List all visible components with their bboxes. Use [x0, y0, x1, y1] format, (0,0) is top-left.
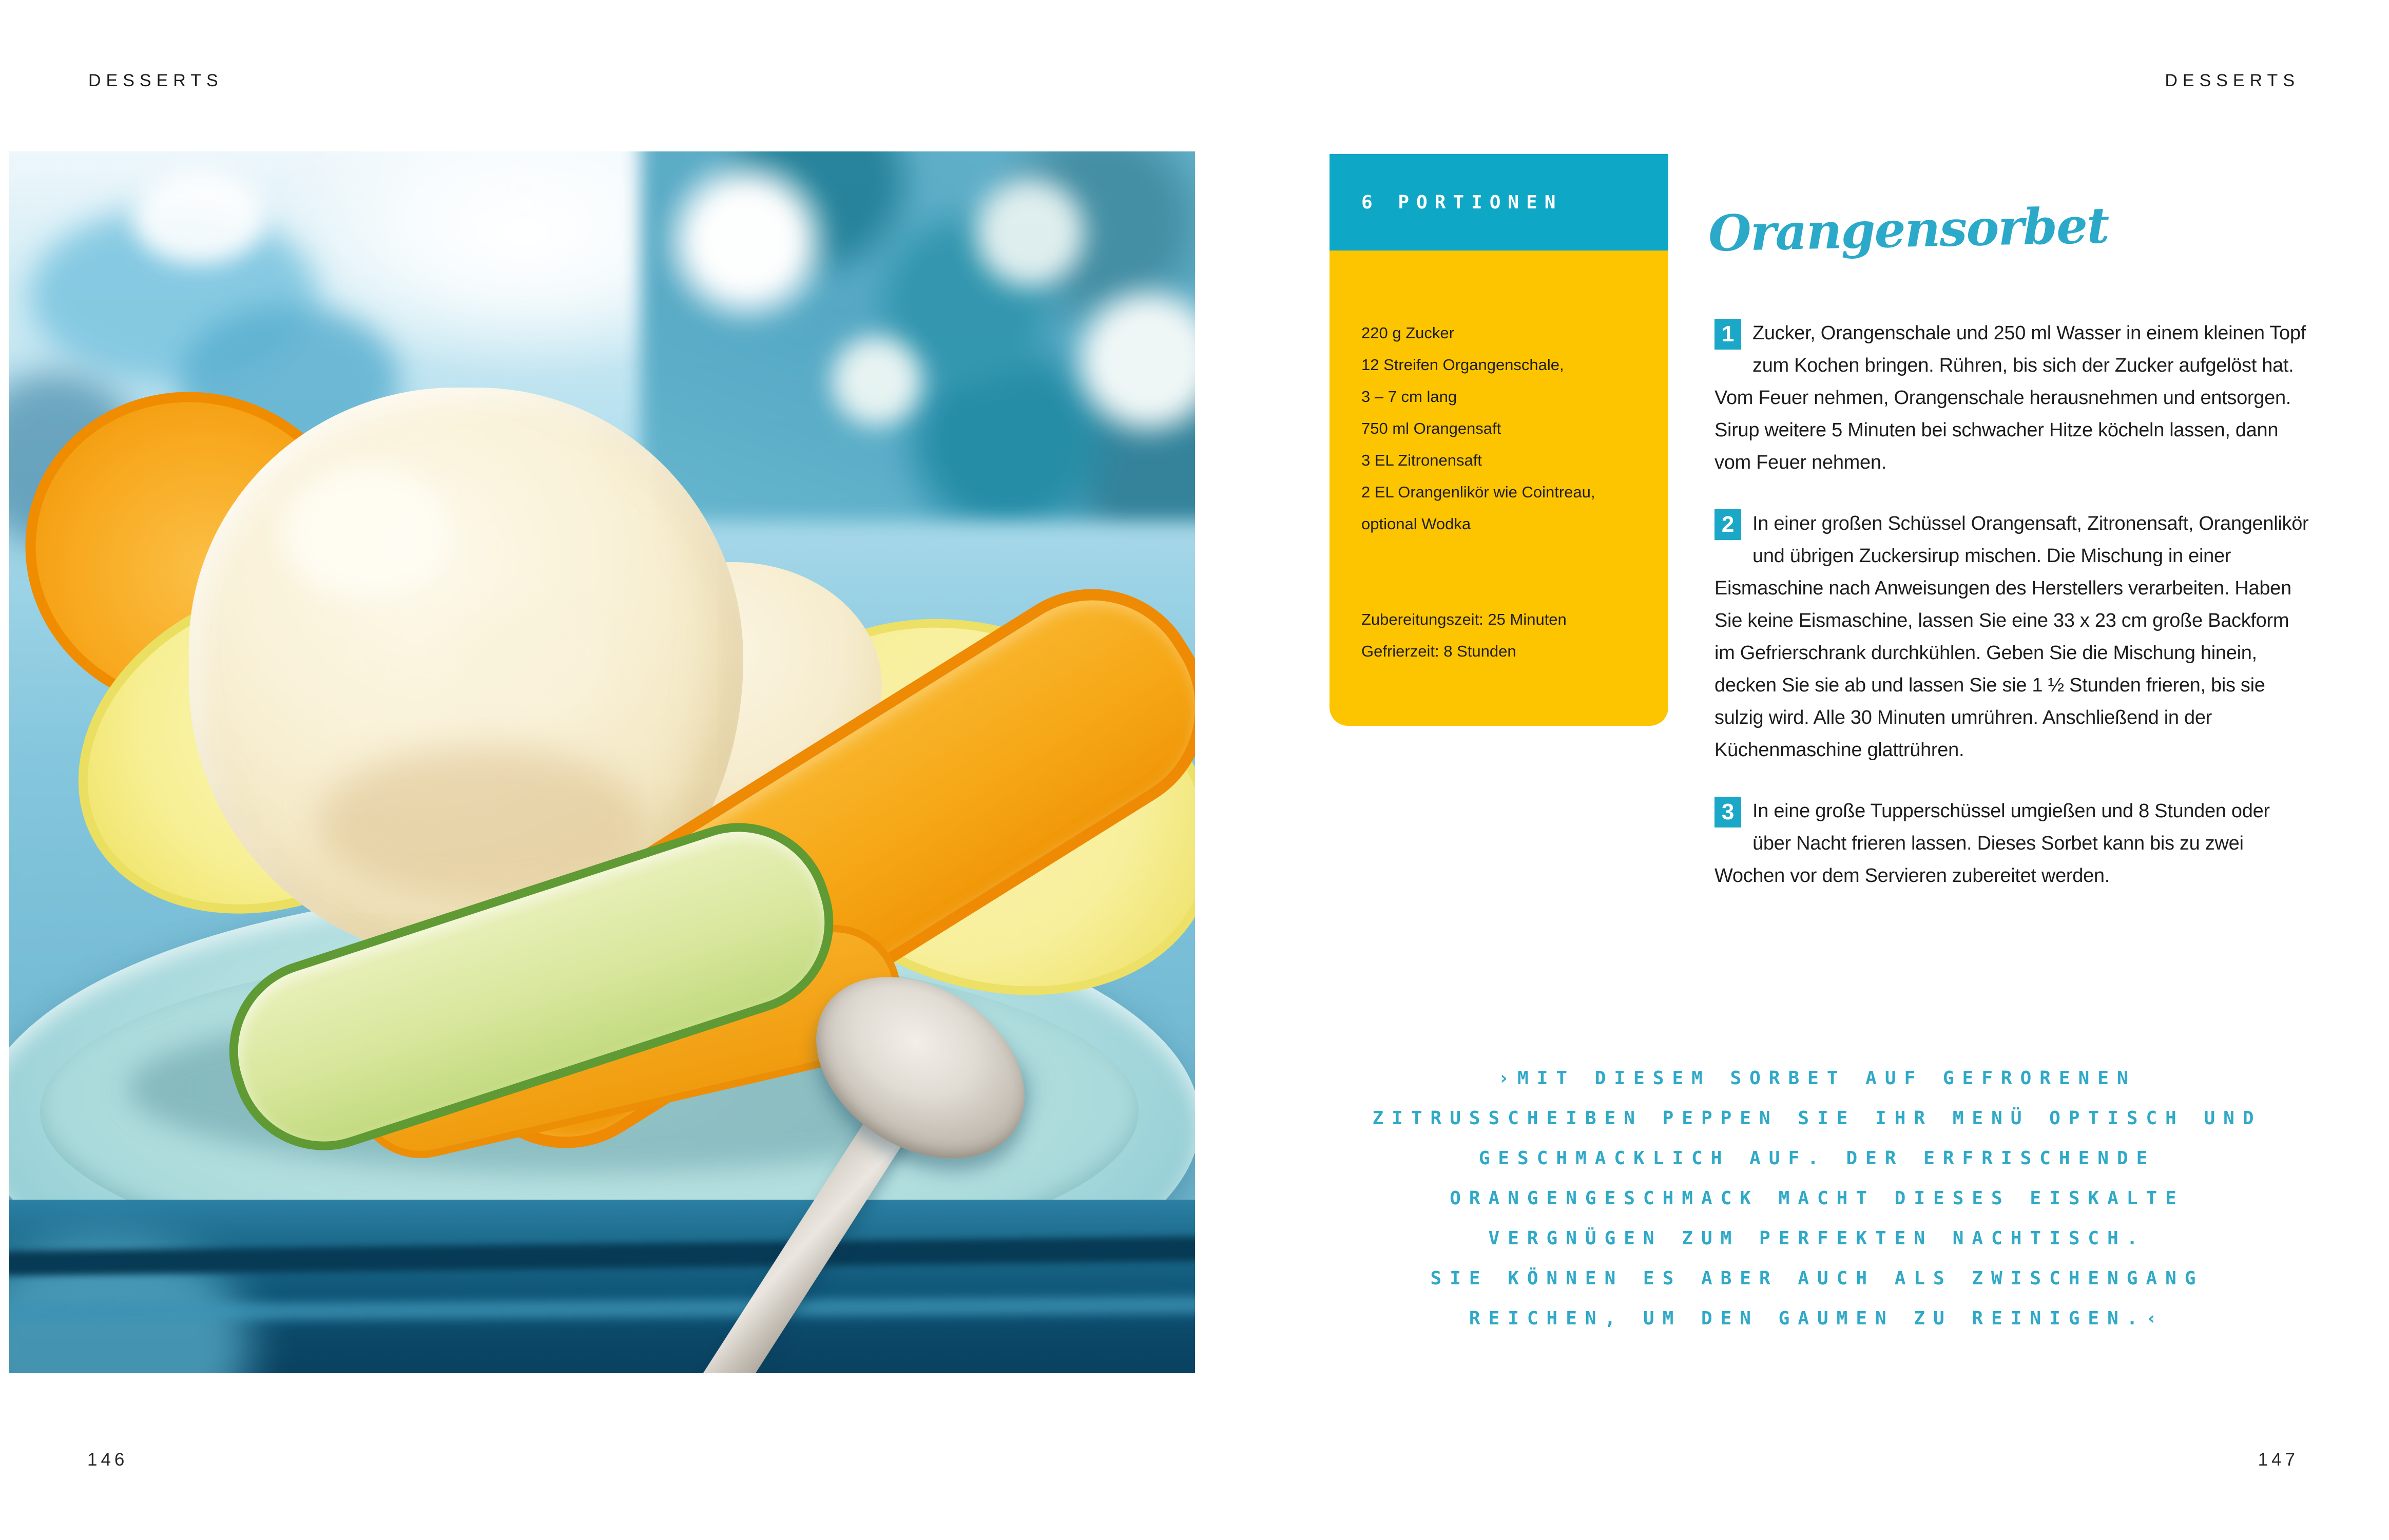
ingredient-line: 220 g Zucker [1361, 324, 1454, 342]
servings-tab [1330, 154, 1668, 251]
ingredient-line: 12 Streifen Organgenschale, [1361, 356, 1564, 374]
sequin-ornament [641, 151, 1195, 521]
step-number-badge: 1 [1714, 319, 1741, 350]
left-page-number: 146 [87, 1450, 128, 1470]
ingredient-line: 2 EL Orangenlikör wie Cointreau, [1361, 483, 1595, 501]
ingredient-line: optional Wodka [1361, 515, 1471, 533]
ingredients-list [1361, 317, 1648, 540]
freeze-time-line: Gefrierzeit: 8 Stunden [1361, 642, 1516, 660]
scoop-highlight [281, 465, 451, 598]
servings-label: 6 PORTIONEN [1361, 191, 1563, 213]
quote-line: ORANGENGESCHMACK MACHT DIESES EISKALTE [1450, 1188, 2185, 1209]
quote-line: ›MIT DIESEM SORBET AUF GEFRORENEN [1498, 1068, 2136, 1089]
ingredients-card [1330, 251, 1668, 726]
napkin-fold [9, 1237, 1195, 1276]
prep-times [1361, 604, 1648, 667]
step-text: In einer großen Schüssel Orangensaft, Zitronensaft, Orangenlikör und übrigen Zuckersirup mischen. Die Mischung in einer Eismaschine nach Anweisungen des Herstellers verarbeiten. Haben Sie keine Eismaschine, lassen Sie eine 33 x 23 cm große Backform im Gefrierschrank durchkühlen. Geben Sie die Mischung hinein, decken Sie sie ab und lassen Sie sie 1 ½ Stunden frieren, bis sie sulzig wird. Alle 30 Minuten umrühren. Anschließend in der Küchenmaschine glattrühren. [1714, 513, 2309, 761]
white-bokeh-blob [132, 172, 266, 264]
quote-line: SIE KÖNNEN ES ABER AUCH ALS ZWISCHENGANG [1430, 1268, 2204, 1289]
recipe-step [1714, 508, 2313, 766]
teal-napkin [9, 1200, 1195, 1373]
sorbet-photo [9, 151, 1195, 1373]
recipe-step [1714, 317, 2313, 479]
ingredient-line: 750 ml Orangensaft [1361, 419, 1501, 437]
quote-line: ZITRUSSCHEIBEN PEPPEN SIE IHR MENÜ OPTISCH UND [1372, 1108, 2262, 1129]
step-text: Zucker, Orangenschale und 250 ml Wasser in einem kleinen Topf zum Kochen bringen. Rühren, bis sich der Zucker aufgelöst hat. Vom Feuer nehmen, Orangenschale herausnehmen und entsorgen. Sirup weitere 5 Minuten bei schwacher Hitze köcheln lassen, dann vom Feuer nehmen. [1714, 322, 2306, 473]
prep-time-line: Zubereitungszeit: 25 Minuten [1361, 610, 1567, 628]
right-page-number: 147 [2258, 1450, 2299, 1470]
pull-quote [1330, 1058, 2305, 1339]
step-number-badge: 2 [1714, 509, 1741, 540]
recipe-step [1714, 795, 2313, 892]
step-text: In eine große Tupperschüssel umgießen und 8 Stunden oder über Nacht frieren lassen. Dieses Sorbet kann bis zu zwei Wochen vor dem Servieren zubereitet werden. [1714, 800, 2270, 887]
right-running-head: DESSERTS [2165, 71, 2300, 90]
ingredient-line: 3 – 7 cm lang [1361, 388, 1457, 406]
quote-line: GESCHMACKLICH AUF. DER ERFRISCHENDE [1478, 1148, 2156, 1169]
quote-line: REICHEN, UM DEN GAUMEN ZU REINIGEN.‹ [1469, 1308, 2166, 1329]
quote-line: VERGNÜGEN ZUM PERFEKTEN NACHTISCH. [1488, 1228, 2146, 1249]
ingredient-line: 3 EL Zitronensaft [1361, 451, 1482, 469]
scoop-highlight [456, 608, 610, 721]
recipe-title: Orangensorbet [1707, 196, 2109, 263]
step-number-badge: 3 [1714, 797, 1741, 827]
recipe-steps [1714, 317, 2313, 921]
left-running-head: DESSERTS [88, 71, 223, 90]
